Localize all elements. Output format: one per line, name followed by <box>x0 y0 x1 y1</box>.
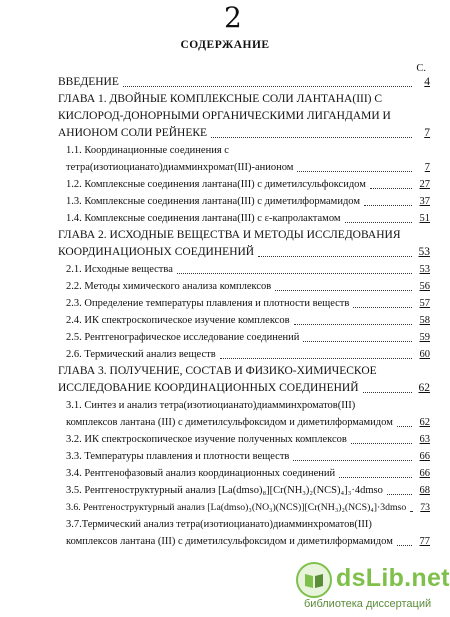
toc-entry[interactable] <box>58 499 430 516</box>
toc-entry[interactable] <box>58 329 430 346</box>
toc-entry[interactable] <box>58 278 430 295</box>
toc-entry-text: 1.1. Координационные соединения с <box>66 145 229 156</box>
toc-entry[interactable] <box>58 125 430 142</box>
toc-page-number[interactable]: 73 <box>420 502 430 513</box>
toc-page-number[interactable]: 4 <box>424 76 430 88</box>
toc-entry-text: тетра(изотиоцианато)диамминхромат(III)-анионом <box>66 162 294 173</box>
dot-leader <box>303 341 412 342</box>
toc-page-number[interactable]: 58 <box>419 315 430 326</box>
toc-entry-text: ГЛАВА 2. ИСХОДНЫЕ ВЕЩЕСТВА И МЕТОДЫ ИССЛЕДОВАНИЯ <box>58 229 401 241</box>
dot-leader <box>220 358 412 359</box>
toc-page-number[interactable]: 37 <box>419 196 430 207</box>
dot-leader <box>353 307 412 308</box>
dot-leader <box>397 426 412 427</box>
toc-entry[interactable] <box>58 397 430 414</box>
toc-entry[interactable] <box>58 533 430 550</box>
dot-leader <box>123 86 412 87</box>
toc-entry-text: ГЛАВА 1. ДВОЙНЫЕ КОМПЛЕКСНЫЕ СОЛИ ЛАНТАНА(III) С <box>58 93 383 105</box>
toc-entry-text: 3.3. Температуры плавления и плотности веществ <box>66 451 290 462</box>
dot-leader <box>293 460 412 461</box>
table-of-contents <box>58 74 430 550</box>
toc-entry[interactable] <box>58 91 430 108</box>
toc-entry[interactable] <box>58 482 430 499</box>
toc-page-number[interactable]: 66 <box>419 468 430 479</box>
toc-page-number[interactable]: 62 <box>418 382 430 394</box>
toc-page-number[interactable]: 51 <box>419 213 430 224</box>
toc-entry-text: 2.4. ИК спектроскопическое изучение комплексов <box>66 315 290 326</box>
toc-entry[interactable] <box>58 465 430 482</box>
toc-entry-text: 3.4. Рентгенофазовый анализ координационных соединений <box>66 468 336 479</box>
dot-leader <box>363 392 412 393</box>
book-icon <box>296 562 332 598</box>
dot-leader <box>294 324 412 325</box>
dot-leader <box>339 477 412 478</box>
toc-entry[interactable] <box>58 346 430 363</box>
toc-page-number[interactable]: 53 <box>419 264 430 275</box>
toc-entry[interactable] <box>58 176 430 193</box>
toc-entry[interactable] <box>58 295 430 312</box>
dot-leader <box>177 273 412 274</box>
toc-entry[interactable] <box>58 142 430 159</box>
toc-entry[interactable] <box>58 448 430 465</box>
toc-page-number[interactable]: 59 <box>419 332 430 343</box>
toc-entry-text: ИССЛЕДОВАНИЕ КООРДИНАЦИОННЫХ СОЕДИНЕНИЙ <box>58 382 359 394</box>
page-title: СОДЕРЖАНИЕ <box>180 39 270 51</box>
page-column-label: С. <box>416 63 426 74</box>
toc-entry-text: 1.4. Комплексные соединения лантана(III) с ε-капролактамом <box>66 213 341 224</box>
toc-page-number[interactable]: 63 <box>419 434 430 445</box>
toc-entry-text: 2.3. Определение температуры плавления и плотности веществ <box>66 298 350 309</box>
toc-entry-text: 2.5. Рентгенографическое исследование соединений <box>66 332 300 343</box>
toc-entry-text: АНИОНОМ СОЛИ РЕЙНЕКЕ <box>58 127 208 139</box>
toc-entry-text: 2.6. Термический анализ веществ <box>66 349 216 360</box>
toc-entry-text: 2.1. Исходные вещества <box>66 264 173 275</box>
toc-entry-text: КИСЛОРОД-ДОНОРНЫМИ ОРГАНИЧЕСКИМИ ЛИГАНДАМИ И <box>58 110 391 122</box>
toc-entry[interactable] <box>58 414 430 431</box>
dot-leader <box>211 137 412 138</box>
toc-entry[interactable] <box>58 244 430 261</box>
toc-page-number[interactable]: 27 <box>419 179 430 190</box>
toc-page-number[interactable]: 68 <box>419 485 430 496</box>
toc-entry[interactable] <box>58 312 430 329</box>
toc-entry[interactable] <box>58 363 430 380</box>
dot-leader <box>345 222 412 223</box>
watermark <box>296 560 450 614</box>
toc-entry-text: 1.2. Комплексные соединения лантана(III) с диметилсульфоксидом <box>66 179 366 190</box>
toc-entry[interactable] <box>58 261 430 278</box>
toc-page-number[interactable]: 7 <box>424 127 430 139</box>
dot-leader <box>351 443 412 444</box>
toc-entry-text: КООРДИНАЦИОНЫХ СОЕДИНЕНИЙ <box>58 246 255 258</box>
toc-entry[interactable] <box>58 210 430 227</box>
toc-entry-text: 2.2. Методы химического анализа комплексов <box>66 281 272 292</box>
toc-entry-text: 1.3. Комплексные соединения лантана(III) с диметилформамидом <box>66 196 360 207</box>
dot-leader <box>275 290 412 291</box>
toc-page-number[interactable]: 62 <box>419 417 430 428</box>
dot-leader <box>258 256 412 257</box>
toc-page-number[interactable]: 60 <box>419 349 430 360</box>
watermark-tagline: библиотека диссертаций <box>304 598 432 610</box>
toc-entry[interactable] <box>58 74 430 91</box>
handwritten-page-number: 2 <box>224 1 242 34</box>
dot-leader <box>297 171 412 172</box>
toc-entry-text: 3.1. Синтез и анализ тетра(изотиоцианато)диамминхроматов(III) <box>66 400 356 411</box>
toc-entry-text: комплексов лантана (III) с диметилсульфоксидом и диметилформамидом <box>66 417 393 428</box>
toc-page-number[interactable]: 7 <box>424 162 430 173</box>
toc-entry[interactable] <box>58 227 430 244</box>
toc-page-number[interactable]: 66 <box>419 451 430 462</box>
toc-page-number[interactable]: 77 <box>419 536 430 547</box>
toc-entry[interactable] <box>58 516 430 533</box>
toc-entry-text: 3.7.Термический анализ тетра(изотиоцианато)диамминхроматов(III) <box>66 519 372 530</box>
dot-leader <box>370 188 412 189</box>
toc-page-number[interactable]: 56 <box>419 281 430 292</box>
toc-page-number[interactable]: 53 <box>418 246 430 258</box>
toc-entry[interactable] <box>58 108 430 125</box>
toc-entry-text: комплексов лантана (III) с диметилсульфоксидом и диметилформамидом <box>66 536 393 547</box>
toc-entry-text: 3.5. Рентгеноструктурный анализ [La(dmso)₈][Cr(NH₃)₂(NCS)₄]₃·4dmso <box>66 485 383 496</box>
watermark-name: dsLib.net <box>336 564 450 592</box>
toc-entry-text: ГЛАВА 3. ПОЛУЧЕНИЕ, СОСТАВ И ФИЗИКО-ХИМИЧЕСКОЕ <box>58 365 377 377</box>
toc-entry[interactable] <box>58 380 430 397</box>
dot-leader <box>387 494 412 495</box>
toc-entry[interactable] <box>58 193 430 210</box>
toc-entry-text: 3.6. Рентгеноструктурный анализ [La(dmso)₃(NO₃)(NCS)][Cr(NH₃)₂(NCS)₄]·3dmso <box>66 502 407 513</box>
dot-leader <box>364 205 412 206</box>
toc-entry[interactable] <box>58 159 430 176</box>
toc-page-number[interactable]: 57 <box>419 298 430 309</box>
dot-leader <box>397 545 412 546</box>
toc-entry-text: ВВЕДЕНИЕ <box>58 76 119 88</box>
toc-entry-text: 3.2. ИК спектроскопическое изучение полученных комплексов <box>66 434 347 445</box>
toc-entry[interactable] <box>58 431 430 448</box>
